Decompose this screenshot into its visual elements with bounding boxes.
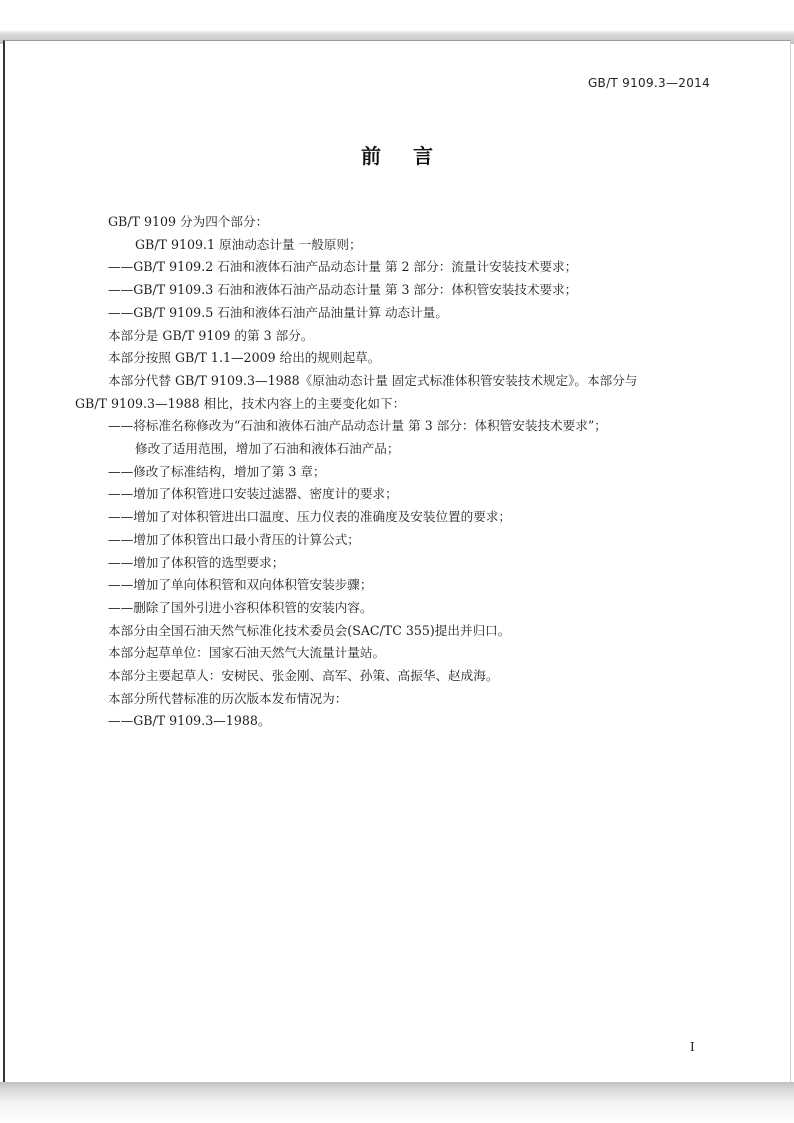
page-title: 前言 [361,144,465,168]
text-line: 本部分代替 GB/T 9109.3—1988《原油动态计量 固定式标准体积管安装技术规定》。本部分与 [108,372,638,388]
text-line: ——增加了体积管出口最小背压的计算公式； [108,531,360,547]
page-number: I [690,1040,695,1054]
text-line: GB/T 9109.1 原油动态计量 一般原则； [135,236,362,252]
text-line: GB/T 9109.3—1988 相比，技术内容上的主要变化如下： [75,395,406,411]
text-line: ——增加了对体积管进出口温度、压力仪表的准确度及安装位置的要求； [108,509,511,525]
text-line: ——GB/T 9109.3 石油和液体石油产品动态计量 第 3 部分：体积管安装技术要求； [108,282,578,298]
text-line: ——删除了国外引进小容积体积管的安装内容。 [108,599,373,615]
top-viewer-bar [0,0,794,44]
text-line: 本部分是 GB/T 9109 的第 3 部分。 [108,327,314,343]
text-line: GB/T 9109 分为四个部分： [108,214,269,229]
bottom-viewer-bar [0,1082,794,1123]
text-line: 本部分按照 GB/T 1.1—2009 给出的规则起草。 [108,350,381,366]
text-line: ——将标准名称修改为“石油和液体石油产品动态计量 第 3 部分：体积管安装技术要求”； [108,418,607,434]
text-line: 本部分所代替标准的历次版本发布情况为： [108,690,348,706]
text-line: 修改了适用范围，增加了石油和液体石油产品； [135,441,400,457]
text-line: ——增加了单向体积管和双向体积管安装步骤； [108,577,373,593]
text-line: ——增加了体积管进口安装过滤器、密度计的要求； [108,486,398,502]
standard-code-header: GB/T 9109.3—2014 [587,76,710,90]
text-line: ——GB/T 9109.5 石油和液体石油产品油量计算 动态计量。 [108,304,448,320]
text-line: ——增加了体积管的选型要求； [108,554,285,570]
text-line: ——GB/T 9109.2 石油和液体石油产品动态计量 第 2 部分：流量计安装技术要求； [108,259,578,275]
text-line: ——GB/T 9109.3—1988。 [108,713,271,729]
foreword-body [75,211,715,733]
text-line: 本部分起草单位：国家石油天然气大流量计量站。 [108,645,386,661]
text-line: ——修改了标准结构，增加了第 3 章； [108,463,326,479]
text-line: 本部分由全国石油天然气标准化技术委员会(SAC/TC 355)提出并归口。 [108,622,511,638]
text-line: 本部分主要起草人：安树民、张金刚、高军、孙策、高振华、赵成海。 [108,668,499,684]
